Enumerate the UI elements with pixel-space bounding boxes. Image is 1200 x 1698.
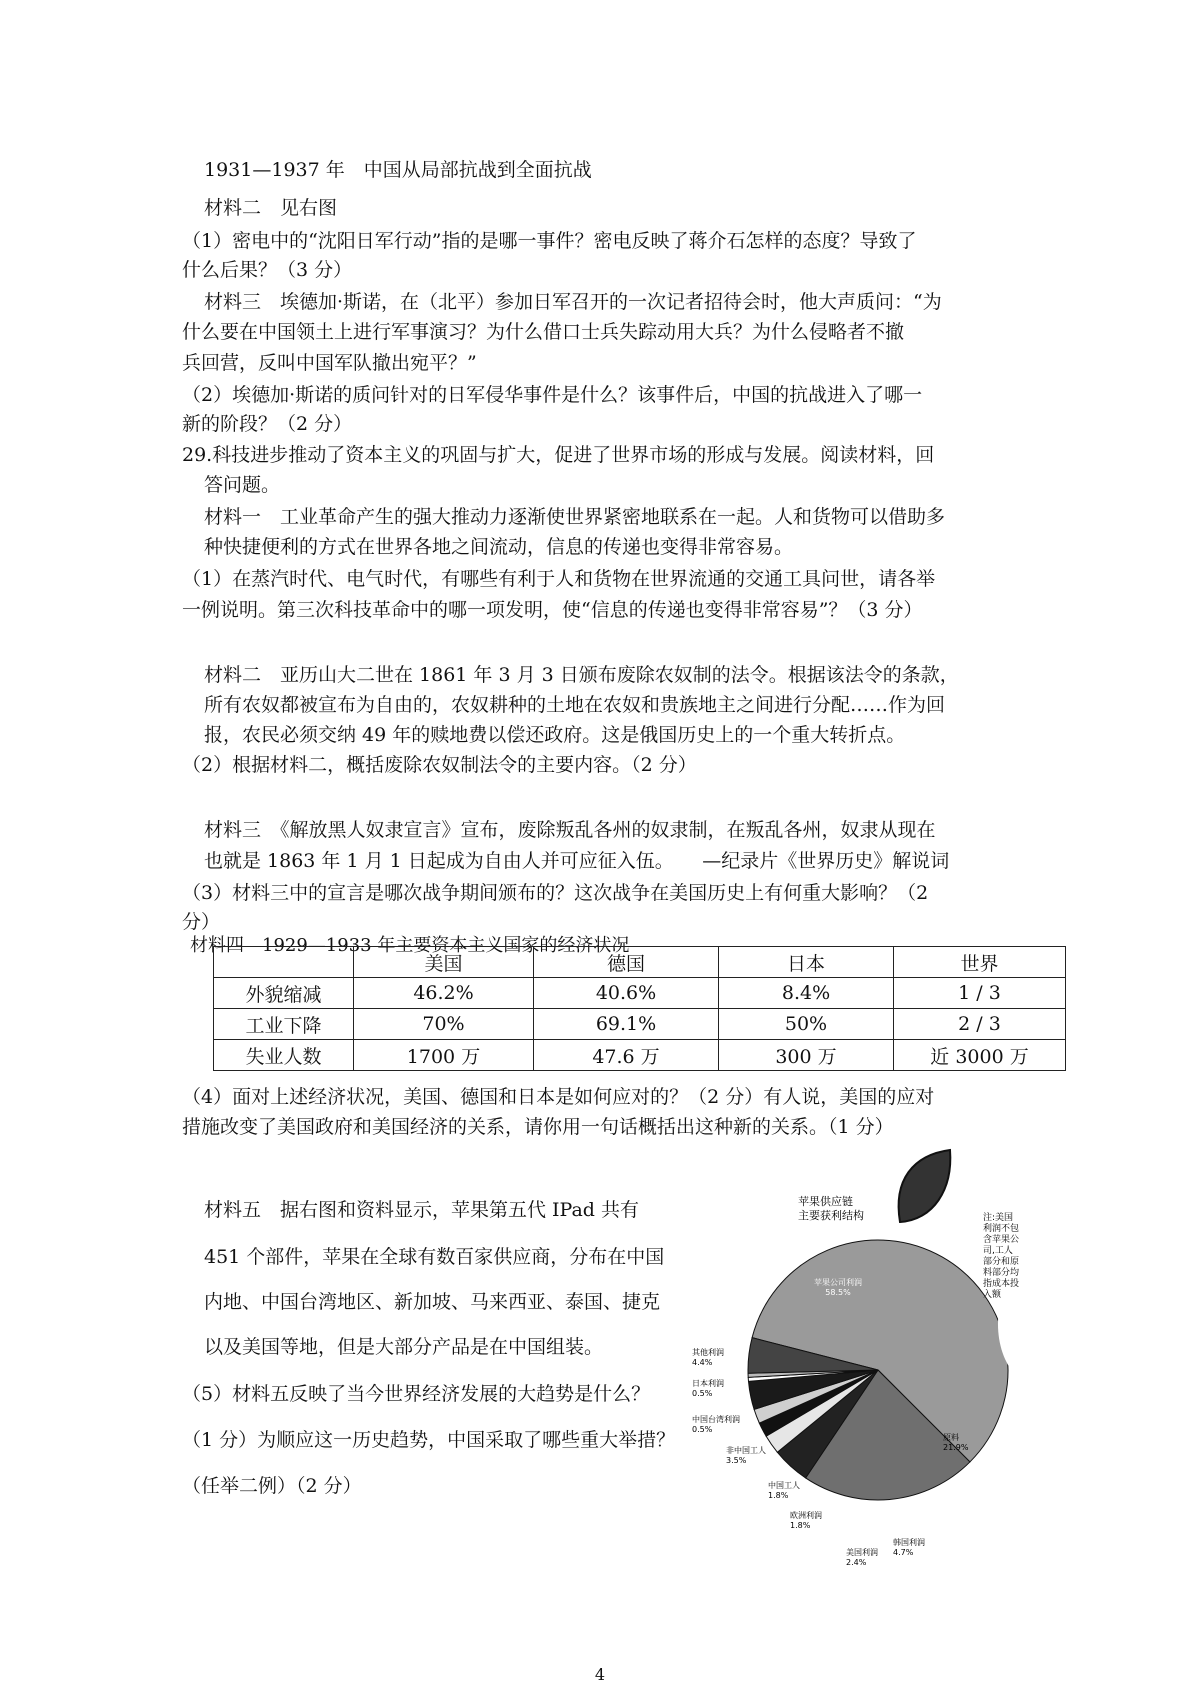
question-line: 什么后果？（3 分） — [182, 259, 353, 281]
table-header-cell — [214, 947, 354, 978]
material-text: 也就是 1863 年 1 月 1 日起成为自由人并可应征入伍。 —纪录片《世界历史》解说词 — [204, 850, 950, 872]
material-text: 兵回营，反叫中国军队撤出宛平？” — [182, 352, 477, 374]
material-text: 以及美国等地，但是大部分产品是在中国组装。 — [204, 1336, 604, 1358]
table-cell: 70% — [354, 1009, 534, 1040]
question-line: （3）材料三中的宣言是哪次战争期间颁布的？这次战争在美国历史上有何重大影响？（2 — [182, 882, 929, 904]
chart-note: 注:美国利润不包含苹果公司,工人部分和原料部分均指成本投入额 — [983, 1213, 1020, 1300]
pie-slice-label: 中国工人 1.8% — [768, 1481, 800, 1500]
pie-slice-label: 苹果公司利润 58.5% — [814, 1278, 862, 1297]
table-header-cell: 美国 — [354, 947, 534, 978]
table-cell: 69.1% — [534, 1009, 719, 1040]
table-cell: 工业下降 — [214, 1009, 354, 1040]
pie-slice-label: 韩国利润 4.7% — [893, 1538, 925, 1557]
pie-slice-label: 原料 21.9% — [943, 1433, 969, 1452]
pie-slice-label: 中国台湾利润 0.5% — [692, 1415, 740, 1434]
question-line: （1 分）为顺应这一历史趋势，中国采取了哪些重大举措？ — [182, 1429, 676, 1451]
table-header-cell: 世界 — [894, 947, 1066, 978]
table-cell: 近 3000 万 — [894, 1040, 1066, 1071]
material-label: 材料二 见右图 — [204, 197, 338, 219]
question-line: （1）在蒸汽时代、电气时代，有哪些有利于人和货物在世界流通的交通工具问世，请各举 — [182, 568, 936, 590]
question-line: 措施改变了美国政府和美国经济的关系，请你用一句话概括出这种新的关系。（1 分） — [182, 1116, 894, 1138]
question-heading: 29.科技进步推动了资本主义的巩固与扩大，促进了世界市场的形成与发展。阅读材料，回 — [182, 444, 935, 466]
table-cell: 300 万 — [719, 1040, 894, 1071]
material-text: 材料五 据右图和资料显示，苹果第五代 IPad 共有 — [204, 1199, 640, 1221]
material-text: 所有农奴都被宣布为自由的，农奴耕种的土地在农奴和贵族地主之间进行分配……作为回 — [204, 694, 946, 716]
table-cell: 1 / 3 — [894, 978, 1066, 1009]
question-line: （4）面对上述经济状况，美国、德国和日本是如何应对的？（2 分）有人说，美国的应对 — [182, 1086, 935, 1108]
table-cell: 40.6% — [534, 978, 719, 1009]
pie-slice-label: 美国利润 2.4% — [846, 1548, 878, 1567]
table-header-cell: 日本 — [719, 947, 894, 978]
table-cell: 失业人数 — [214, 1040, 354, 1071]
material-text: 材料三 埃德加·斯诺，在（北平）参加日军召开的一次记者招待会时，他大声质问：“为 — [204, 291, 942, 313]
material-text: 内地、中国台湾地区、新加坡、马来西亚、泰国、捷克 — [204, 1291, 661, 1313]
table-cell: 46.2% — [354, 978, 534, 1009]
economy-table — [213, 946, 1066, 1071]
question-line: （任举二例）（2 分） — [182, 1475, 362, 1497]
material-text: 报，农民必须交纳 49 年的赎地费以偿还政府。这是俄国历史上的一个重大转折点。 — [204, 724, 906, 746]
question-line: 分） — [182, 911, 221, 933]
table-cell: 1700 万 — [354, 1040, 534, 1071]
table-row — [214, 1009, 1066, 1040]
table-cell: 外貌缩减 — [214, 978, 354, 1009]
page-number: 4 — [594, 1665, 606, 1684]
material-text: 材料二 亚历山大二世在 1861 年 3 月 3 日颁布废除农奴制的法令。根据该法令的条款， — [204, 664, 959, 686]
material-text: 材料三 《解放黑人奴隶宣言》宣布，废除叛乱各州的奴隶制，在叛乱各州，奴隶从现在 — [204, 819, 936, 841]
question-heading: 答问题。 — [204, 474, 281, 496]
table-header-row — [214, 947, 1066, 978]
table-caption: 材料四 1929—1933 年主要资本主义国家的经济状况 — [190, 935, 630, 956]
chart-title: 苹果供应链 主要获利结构 — [798, 1195, 864, 1222]
question-line: 新的阶段？（2 分） — [182, 413, 353, 435]
material-text: 什么要在中国领土上进行军事演习？为什么借口士兵失踪动用大兵？为什么侵略者不撤 — [182, 321, 905, 343]
table-cell: 47.6 万 — [534, 1040, 719, 1071]
material-text: 材料一 工业革命产生的强大推动力逐渐使世界紧密地联系在一起。人和货物可以借助多 — [204, 506, 946, 528]
material-text: 种快捷便利的方式在世界各地之间流动，信息的传递也变得非常容易。 — [204, 536, 794, 558]
question-line: （2）根据材料二，概括废除农奴制法令的主要内容。（2 分） — [182, 754, 697, 776]
pie-slice-label: 日本利润 0.5% — [692, 1379, 724, 1398]
apple-leaf-shape — [899, 1150, 951, 1222]
question-line: （5）材料五反映了当今世界经济发展的大趋势是什么？ — [182, 1383, 651, 1405]
apple-profit-chart — [692, 1150, 1028, 1580]
table-cell: 2 / 3 — [894, 1009, 1066, 1040]
table-row — [214, 978, 1066, 1009]
pie-slice-label: 非中国工人 3.5% — [726, 1446, 766, 1465]
pie-slices — [748, 1240, 1008, 1500]
table-row — [214, 1040, 1066, 1071]
table-header-cell: 德国 — [534, 947, 719, 978]
question-line: 一例说明。第三次科技革命中的哪一项发明，使“信息的传递也变得非常容易”？（3 分） — [182, 599, 923, 621]
table-cell: 8.4% — [719, 978, 894, 1009]
pie-slice-label: 欧洲利润 1.8% — [790, 1511, 822, 1530]
pie-slice-label: 其他利润 4.4% — [692, 1348, 724, 1367]
material-text: 451 个部件，苹果在全球有数百家供应商，分布在中国 — [204, 1246, 665, 1268]
table-cell: 50% — [719, 1009, 894, 1040]
section-heading: 1931—1937 年 中国从局部抗战到全面抗战 — [204, 159, 592, 181]
question-line: （1）密电中的“沈阳日军行动”指的是哪一事件？密电反映了蒋介石怎样的态度？导致了 — [182, 230, 917, 252]
question-line: （2）埃德加·斯诺的质问针对的日军侵华事件是什么？该事件后，中国的抗战进入了哪一 — [182, 384, 923, 406]
